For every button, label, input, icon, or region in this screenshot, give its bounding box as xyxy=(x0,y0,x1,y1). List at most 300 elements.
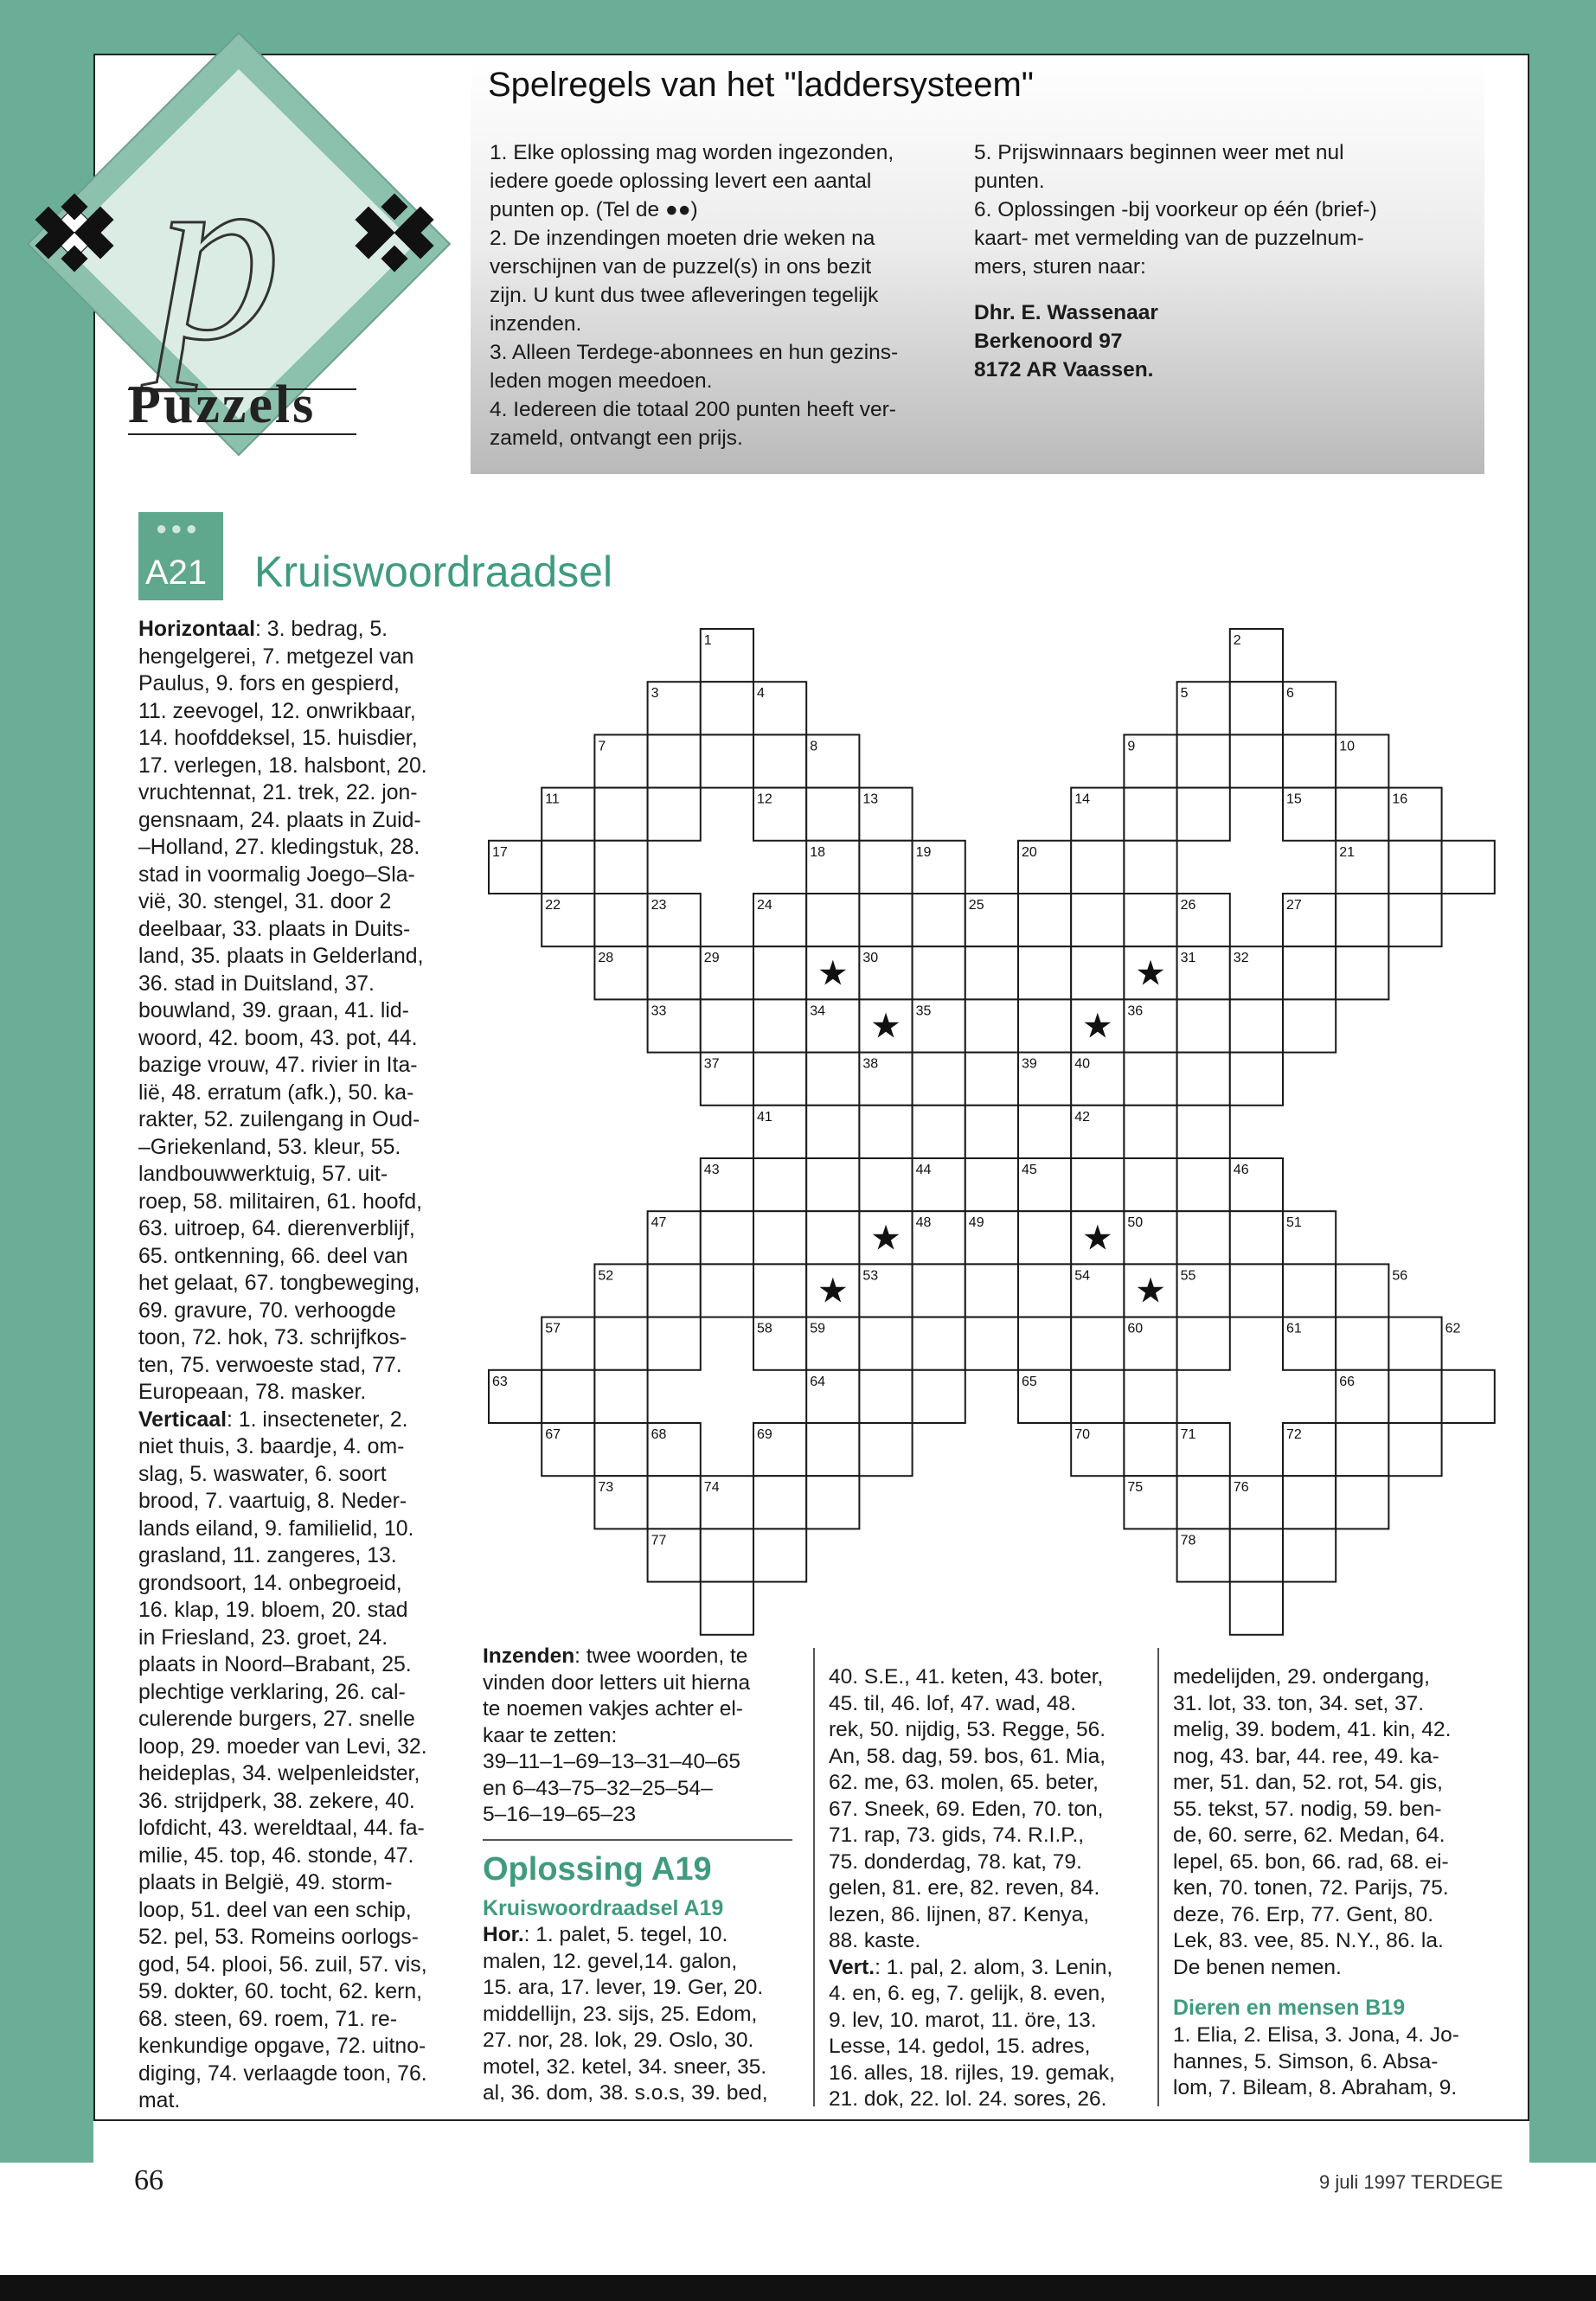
cell-number: 28 xyxy=(598,951,614,966)
cell-number: 30 xyxy=(862,951,879,966)
clue-line: niet thuis, 3. baardje, 4. om- xyxy=(138,1435,405,1458)
clue-line: Paulus, 9. fors en gespierd, xyxy=(138,672,400,695)
clue-line: bazige vrouw, 47. rivier in Ita- xyxy=(138,1054,418,1077)
solution-line: 71. rap, 73. gids, 74. R.I.P., xyxy=(829,1823,1085,1847)
section-name: Puzzels xyxy=(128,375,317,434)
page-number: 66 xyxy=(134,2164,163,2196)
cell-number: 4 xyxy=(757,686,765,702)
cell-number: 78 xyxy=(1180,1533,1196,1548)
cell-number: 49 xyxy=(968,1215,984,1231)
cell-number: 23 xyxy=(651,898,667,913)
solution-line: lepel, 65. bon, 66. rad, 68. ei- xyxy=(1173,1849,1449,1874)
solution-line: gelen, 81. ere, 82. reven, 84. xyxy=(829,1876,1100,1900)
clue-line: diging, 74. verlaagde toon, 76. xyxy=(138,2061,427,2086)
clue-line: gensnaam, 24. plaats in Zuid- xyxy=(138,808,421,832)
grid-cell[interactable] xyxy=(965,1053,1018,1106)
grid-cell[interactable] xyxy=(594,1370,647,1423)
clue-line: 68. steen, 69. roem, 71. re- xyxy=(138,2007,398,2031)
star-icon: ★ xyxy=(817,1271,849,1311)
grid-cell[interactable] xyxy=(701,1264,753,1317)
cell-number: 50 xyxy=(1127,1215,1144,1231)
clue-line: bouwland, 39. graan, 41. lid- xyxy=(138,999,409,1022)
grid-cell[interactable] xyxy=(701,1582,753,1635)
grid-cell[interactable] xyxy=(913,1317,965,1370)
solution-heading: Oplossing A19 xyxy=(483,1851,712,1888)
grid-cell[interactable] xyxy=(594,894,647,946)
cell-number: 75 xyxy=(1127,1480,1144,1496)
submit-line: vinden door letters uit hierna xyxy=(483,1670,751,1695)
grid-cell[interactable] xyxy=(701,1529,753,1581)
grid-cell[interactable] xyxy=(1177,999,1230,1052)
cell-number: 42 xyxy=(1074,1109,1090,1125)
grid-cell[interactable] xyxy=(1124,894,1176,946)
clue-line: –Griekenland, 53. kleur, 55. xyxy=(138,1135,401,1159)
cell-number: 36 xyxy=(1127,1003,1144,1019)
grid-cell[interactable] xyxy=(859,1106,912,1158)
cell-number: 57 xyxy=(545,1321,561,1336)
rule-line: 1. Elke oplossing mag worden ingezonden, xyxy=(490,141,894,164)
rule-line: kaart- met vermelding van de puzzelnum- xyxy=(974,227,1364,250)
star-icon: ★ xyxy=(1081,1006,1113,1047)
rule-line: zameld, ontvangt een prijs. xyxy=(490,426,743,450)
grid-cell[interactable] xyxy=(753,946,806,999)
grid-cell[interactable] xyxy=(1336,1264,1388,1317)
cell-number: 10 xyxy=(1339,739,1355,754)
grid-cell[interactable] xyxy=(1336,1423,1388,1476)
grid-cell[interactable] xyxy=(1124,1370,1176,1423)
grid-cell[interactable] xyxy=(859,1317,912,1370)
grid-cell[interactable] xyxy=(648,788,701,841)
clue-line: 65. ontkenning, 66. deel van xyxy=(138,1244,408,1268)
rule-line: inzenden. xyxy=(490,312,582,336)
grid-cell[interactable] xyxy=(701,999,753,1052)
cell-number: 34 xyxy=(810,1003,825,1019)
grid-cell[interactable] xyxy=(1018,894,1071,946)
grid-cell[interactable] xyxy=(1388,1317,1441,1370)
clue-line: lofdicht, 43. wereldtaal, 44. fa- xyxy=(138,1817,425,1840)
clue-line: 59. dokter, 60. tocht, 62. kern, xyxy=(138,1980,423,2003)
cell-number: 67 xyxy=(545,1427,561,1442)
rule-line: verschijnen van de puzzel(s) in ons bezit xyxy=(490,255,872,279)
grid-cell[interactable] xyxy=(1177,1317,1230,1370)
solution-column-1 xyxy=(483,1922,803,2107)
grid-cell[interactable] xyxy=(806,1106,859,1158)
submit-line: 39–11–1–69–13–31–40–65 xyxy=(483,1750,740,1773)
cell-number: 25 xyxy=(968,898,984,913)
solution-line: medelijden, 29. ondergang, xyxy=(1173,1665,1430,1689)
solution-line: 62. me, 63. molen, 65. beter, xyxy=(829,1771,1099,1794)
grid-cell[interactable] xyxy=(594,1317,647,1370)
cell-number: 62 xyxy=(1445,1321,1461,1336)
cell-number: 71 xyxy=(1180,1427,1196,1442)
clue-line: stad in voormalig Joego–Sla- xyxy=(138,862,415,887)
grid-cell[interactable] xyxy=(965,999,1018,1052)
grid-cell[interactable] xyxy=(1124,1423,1176,1476)
grid-cell[interactable] xyxy=(1018,999,1071,1052)
cell-number: 47 xyxy=(651,1215,667,1231)
clue-line: Europeaan, 78. masker. xyxy=(138,1381,367,1404)
grid-cell[interactable] xyxy=(913,1370,965,1423)
clue-line: culerende burgers, 27. snelle xyxy=(138,1708,415,1731)
solution-line: al, 36. dom, 38. s.o.s, 39. bed, xyxy=(483,2081,768,2105)
grid-cell[interactable] xyxy=(1124,1053,1176,1106)
rule-line: zijn. U kunt dus twee afleveringen tegelijk xyxy=(490,284,879,307)
grid-cell[interactable] xyxy=(1230,1053,1283,1106)
cell-number: 61 xyxy=(1286,1321,1302,1336)
solution-column-2 xyxy=(829,1664,1149,2113)
grid-cell[interactable] xyxy=(1230,1211,1283,1264)
clue-line: plaats in Noord–Brabant, 25. xyxy=(138,1653,412,1676)
clue-line: heideplas, 34. welpenleidster, xyxy=(138,1762,420,1785)
clue-line: het gelaat, 67. tongbeweging, xyxy=(138,1272,420,1295)
clue-line: 14. hoofddeksel, 15. huisdier, xyxy=(138,727,418,750)
rule-line: 3. Alleen Terdege-abonnees en hun gezins- xyxy=(490,341,899,364)
grid-cell[interactable] xyxy=(806,894,859,946)
grid-cell[interactable] xyxy=(1442,841,1495,894)
cell-number: 44 xyxy=(915,1163,932,1177)
cell-number: 17 xyxy=(492,844,508,860)
clue-line: in Friesland, 23. groet, 24. xyxy=(138,1625,388,1650)
cell-number: 3 xyxy=(651,686,659,702)
puzzle-code: A21 xyxy=(145,554,208,592)
grid-cell[interactable] xyxy=(859,1423,912,1476)
rules-title: Spelregels van het "laddersysteem" xyxy=(488,66,1034,104)
solution-line: middellijn, 23. sijs, 25. Edom, xyxy=(483,2002,758,2026)
grid-cell[interactable] xyxy=(542,841,594,894)
cell-number: 7 xyxy=(598,739,606,754)
clue-line: vië, 30. stengel, 31. door 2 xyxy=(138,890,392,913)
grid-cell[interactable] xyxy=(1071,1317,1124,1370)
grid-cell[interactable] xyxy=(753,1158,806,1211)
grid-cell[interactable] xyxy=(1071,894,1124,946)
cell-number: 1 xyxy=(703,633,712,648)
clue-line: land, 35. plaats in Gelderland, xyxy=(138,945,424,968)
rule-line: 4. Iedereen die totaal 200 punten heeft ver- xyxy=(490,398,896,421)
solution-line: 88. kaste. xyxy=(829,1929,921,1952)
submit-line: te noemen vakjes achter el- xyxy=(483,1697,743,1721)
grid-cell[interactable] xyxy=(1388,841,1441,894)
cell-number: 72 xyxy=(1286,1427,1302,1442)
grid-cell[interactable] xyxy=(1230,682,1283,734)
clue-line: kenkundige opgave, 72. uitno- xyxy=(138,2035,426,2058)
grid-cell[interactable] xyxy=(965,1158,1018,1211)
grid-cell[interactable] xyxy=(1018,946,1071,999)
clue-line: hengelgerei, 7. metgezel van xyxy=(138,644,414,669)
grid-cell[interactable] xyxy=(648,734,701,787)
grid-cell[interactable] xyxy=(806,1211,859,1264)
cell-number: 64 xyxy=(810,1374,825,1389)
grid-cell[interactable] xyxy=(859,841,912,894)
grid-cell[interactable] xyxy=(701,1211,753,1264)
cell-number: 19 xyxy=(915,844,932,860)
solution-line: lezen, 86. lijnen, 87. Kenya, xyxy=(829,1902,1090,1926)
cell-number: 8 xyxy=(810,739,818,754)
grid-cell[interactable] xyxy=(1283,1264,1336,1317)
grid-cell[interactable] xyxy=(594,788,647,841)
rule-line: 5. Prijswinnaars beginnen weer met nul xyxy=(974,141,1344,164)
cell-number: 22 xyxy=(545,898,561,913)
grid-cell[interactable] xyxy=(753,1476,806,1529)
cell-number: 73 xyxy=(598,1480,614,1496)
grid-cell[interactable] xyxy=(753,1053,806,1106)
grid-cell[interactable] xyxy=(1230,1529,1283,1581)
solution-line: An, 58. dag, 59. bos, 61. Mia, xyxy=(829,1744,1106,1768)
column-rule xyxy=(1157,1648,1159,2106)
clue-line: Horizontaal: 3. bedrag, 5. xyxy=(138,618,388,641)
clue-line: lië, 48. erratum (afk.), 50. ka- xyxy=(138,1080,414,1105)
grid-cell[interactable] xyxy=(701,734,753,787)
solution-line: lom, 7. Bileam, 8. Abraham, 9. xyxy=(1173,2076,1458,2099)
grid-cell[interactable] xyxy=(913,1106,965,1158)
grid-cell[interactable] xyxy=(648,1476,701,1529)
cell-number: 54 xyxy=(1074,1268,1090,1284)
grid-cell[interactable] xyxy=(1336,894,1388,946)
solution-line: De benen nemen. xyxy=(1173,1955,1342,1979)
cell-number: 37 xyxy=(703,1056,720,1072)
grid-cell[interactable] xyxy=(1071,841,1124,894)
grid-cell[interactable] xyxy=(1336,1476,1388,1529)
grid-cell[interactable] xyxy=(859,1370,912,1423)
grid-cell[interactable] xyxy=(1124,841,1176,894)
grid-cell[interactable] xyxy=(1177,734,1230,787)
clue-line: rakter, 52. zuilengang in Oud- xyxy=(138,1108,420,1131)
grid-cell[interactable] xyxy=(1230,734,1283,787)
solution-line: 9. lev, 10. marot, 11. öre, 13. xyxy=(829,2008,1097,2032)
grid-cell[interactable] xyxy=(806,1158,859,1211)
grid-cell[interactable] xyxy=(648,946,701,999)
b19-heading: Dieren en mensen B19 xyxy=(1173,1996,1406,2020)
cell-number: 11 xyxy=(545,792,560,807)
grid-cell[interactable] xyxy=(1018,1264,1071,1317)
cell-number: 38 xyxy=(862,1056,879,1072)
cell-number: 63 xyxy=(492,1374,508,1389)
solution-line: 55. tekst, 57. nodig, 59. ben- xyxy=(1173,1797,1442,1821)
clue-line: 17. verlegen, 18. halsbont, 20. xyxy=(138,753,427,778)
grid-cell[interactable] xyxy=(913,1264,965,1317)
clue-line: plaats in België, 49. storm- xyxy=(138,1871,393,1894)
clue-line: landbouwwerktuig, 57. uit- xyxy=(138,1163,388,1186)
grid-cell[interactable] xyxy=(1177,788,1230,841)
cell-number: 12 xyxy=(757,792,772,807)
clue-line: woord, 42. boom, 43. pot, 44. xyxy=(138,1026,418,1050)
grid-cell[interactable] xyxy=(1283,1529,1336,1581)
star-icon: ★ xyxy=(1135,953,1166,994)
cell-number: 31 xyxy=(1180,951,1196,966)
grid-cell[interactable] xyxy=(1071,1158,1124,1211)
solution-line: ken, 70. tonen, 72. Parijs, 75. xyxy=(1173,1876,1449,1900)
grid-cell[interactable] xyxy=(1336,946,1388,999)
clue-line: deelbaar, 33. plaats in Duits- xyxy=(138,917,411,941)
grid-cell[interactable] xyxy=(594,841,647,894)
grid-cell[interactable] xyxy=(965,1317,1018,1370)
grid-cell[interactable] xyxy=(1230,999,1283,1052)
grid-cell[interactable] xyxy=(1388,1370,1441,1423)
cell-number: 6 xyxy=(1286,686,1294,702)
issue-date: 9 juli 1997 TERDEGE xyxy=(1319,2171,1503,2193)
solution-line: motel, 32. ketel, 34. sneer, 35. xyxy=(483,2054,767,2079)
solution-line: Lek, 83. vee, 85. N.Y., 86. la. xyxy=(1173,1929,1444,1952)
cell-number: 16 xyxy=(1392,792,1408,807)
grid-cell[interactable] xyxy=(806,1423,859,1476)
clue-line: grondsoort, 14. onbegroeid, xyxy=(138,1571,402,1595)
cell-number: 45 xyxy=(1022,1163,1037,1177)
rule-line: iedere goede oplossing levert een aantal xyxy=(490,170,872,193)
grid-cell[interactable] xyxy=(1177,1476,1230,1529)
grid-cell[interactable] xyxy=(1018,1211,1071,1264)
clue-line: god, 54. plooi, 56. zuil, 57. vis, xyxy=(138,1952,427,1977)
solution-line: 67. Sneek, 69. Eden, 70. ton, xyxy=(829,1797,1104,1821)
grid-cell[interactable] xyxy=(701,682,753,734)
grid-cell[interactable] xyxy=(806,1476,859,1529)
grid-cell[interactable] xyxy=(965,1264,1018,1317)
grid-cell[interactable] xyxy=(753,999,806,1052)
grid-cell[interactable] xyxy=(1124,788,1176,841)
grid-cell[interactable] xyxy=(1177,1158,1230,1211)
grid-cell[interactable] xyxy=(913,946,965,999)
cell-number: 76 xyxy=(1233,1480,1249,1496)
cell-number: 18 xyxy=(810,844,825,860)
solution-line: rek, 50. nijdig, 53. Regge, 56. xyxy=(829,1718,1106,1741)
submit-line: kaar te zetten: xyxy=(483,1723,618,1747)
grid-cell[interactable] xyxy=(542,1370,594,1423)
grid-cell[interactable] xyxy=(1177,1106,1230,1158)
grid-cell[interactable] xyxy=(965,1106,1018,1158)
rule-line: 6. Oplossingen -bij voorkeur op één (brief-) xyxy=(974,198,1377,221)
grid-cell[interactable] xyxy=(648,1264,701,1317)
clue-line: –Holland, 27. kledingstuk, 28. xyxy=(138,836,420,859)
grid-cell[interactable] xyxy=(1071,1370,1124,1423)
rule-line: 2. De inzendingen moeten drie weken na xyxy=(490,227,875,250)
grid-cell[interactable] xyxy=(1283,1476,1336,1529)
cell-number: 20 xyxy=(1022,844,1037,860)
grid-cell[interactable] xyxy=(1283,999,1336,1052)
grid-cell[interactable] xyxy=(648,1317,701,1370)
clue-line: ten, 75. verwoeste stad, 77. xyxy=(138,1353,402,1377)
solution-line: 15. ara, 17. lever, 19. Ger, 20. xyxy=(483,1976,764,1999)
grid-cell[interactable] xyxy=(1336,1317,1388,1370)
star-icon: ★ xyxy=(1081,1218,1113,1259)
cell-number: 58 xyxy=(757,1321,772,1336)
clue-line: roep, 58. militairen, 61. hoofd, xyxy=(138,1189,423,1214)
cell-number: 77 xyxy=(651,1533,667,1548)
grid-cell[interactable] xyxy=(1018,1317,1071,1370)
grid-cell[interactable] xyxy=(1388,894,1441,946)
solution-line: melig, 39. bodem, 41. kin, 42. xyxy=(1173,1718,1452,1741)
grid-cell[interactable] xyxy=(1388,1423,1441,1476)
solution-line: Vert.: 1. pal, 2. alom, 3. Lenin, xyxy=(829,1955,1113,1979)
rule-line: leden mogen meedoen. xyxy=(490,369,713,393)
solution-line: 40. S.E., 41. keten, 43. boter, xyxy=(829,1665,1104,1689)
cell-number: 69 xyxy=(757,1427,772,1442)
grid-cell[interactable] xyxy=(753,1264,806,1317)
grid-cell[interactable] xyxy=(1230,1264,1283,1317)
clue-line: 63. uitroep, 64. dierenverblijf, xyxy=(138,1217,415,1240)
cell-number: 53 xyxy=(862,1268,879,1284)
clue-line: Verticaal: 1. insecteneter, 2. xyxy=(138,1407,408,1432)
cell-number: 55 xyxy=(1180,1268,1196,1284)
solution-line: deze, 76. Erp, 77. Gent, 80. xyxy=(1173,1902,1433,1926)
rule-line: punten op. (Tel de ●●) xyxy=(490,198,698,221)
solution-line: 21. dok, 22. lol. 24. sores, 26. xyxy=(829,2087,1107,2111)
star-icon: ★ xyxy=(817,953,849,994)
grid-cell[interactable] xyxy=(965,946,1018,999)
rule-line: mers, sturen naar: xyxy=(974,255,1146,279)
rule-line: punten. xyxy=(974,170,1045,193)
logo-letter: p xyxy=(156,114,281,392)
grid-cell[interactable] xyxy=(1283,946,1336,999)
grid-cell[interactable] xyxy=(1230,1582,1283,1635)
grid-cell[interactable] xyxy=(806,1053,859,1106)
cell-number: 41 xyxy=(757,1109,772,1125)
clue-line: milie, 45. top, 46. stonde, 47. xyxy=(138,1843,414,1868)
clue-line: lands eiland, 9. familielid, 10. xyxy=(138,1516,414,1541)
grid-cell[interactable] xyxy=(1442,1370,1495,1423)
grid-cell[interactable] xyxy=(1336,788,1388,841)
clue-line: loop, 29. moeder van Levi, 32. xyxy=(138,1734,427,1759)
cell-number: 27 xyxy=(1286,898,1302,913)
cell-number: 2 xyxy=(1233,633,1241,648)
grid-cell[interactable] xyxy=(859,1158,912,1211)
grid-cell[interactable] xyxy=(913,894,965,946)
grid-cell[interactable] xyxy=(753,734,806,787)
grid-cell[interactable] xyxy=(753,1211,806,1264)
grid-cell[interactable] xyxy=(913,1053,965,1106)
address-line: 8172 AR Vaassen. xyxy=(974,358,1154,381)
solution-line: Lesse, 14. gedol, 15. adres, xyxy=(829,2035,1091,2058)
cell-number: 5 xyxy=(1180,686,1189,702)
divider xyxy=(483,1839,792,1841)
grid-cell[interactable] xyxy=(594,1423,647,1476)
cell-number: 13 xyxy=(862,792,879,807)
submit-line: en 6–43–75–32–25–54– xyxy=(483,1776,713,1800)
clue-line: plechtige verklaring, 26. cal- xyxy=(138,1680,406,1704)
grid-cell[interactable] xyxy=(1177,1211,1230,1264)
solution-line: 27. nor, 28. lok, 29. Oslo, 30. xyxy=(483,2029,754,2052)
solution-line: malen, 12. gevel,14. galon, xyxy=(483,1949,738,1973)
cell-number: 40 xyxy=(1074,1056,1090,1072)
solution-line: 1. Elia, 2. Elisa, 3. Jona, 4. Jo- xyxy=(1173,2023,1459,2047)
grid-cell[interactable] xyxy=(806,788,859,841)
cell-number: 26 xyxy=(1180,898,1196,913)
cell-number: 51 xyxy=(1286,1215,1302,1231)
clue-line: grasland, 11. zangeres, 13. xyxy=(138,1544,397,1567)
solution-line: Hor.: 1. palet, 5. tegel, 10. xyxy=(483,1923,728,1946)
cell-number: 32 xyxy=(1233,951,1249,966)
submit-line: 5–16–19–65–23 xyxy=(483,1803,637,1826)
cell-number: 29 xyxy=(703,951,720,966)
clue-line: 52. pel, 53. Romeins oorlogs- xyxy=(138,1926,419,1949)
solution-line: hannes, 5. Simson, 6. Absa- xyxy=(1173,2049,1439,2073)
cell-number: 60 xyxy=(1127,1321,1144,1336)
grid-cell[interactable] xyxy=(1124,1106,1176,1158)
grid-cell[interactable] xyxy=(1071,946,1124,999)
column-rule xyxy=(813,1648,815,2106)
grid-cell[interactable] xyxy=(859,894,912,946)
grid-cell[interactable] xyxy=(1124,1158,1176,1211)
cell-number: 70 xyxy=(1074,1427,1090,1442)
solution-subheading: Kruiswoordraadsel A19 xyxy=(483,1896,724,1920)
solution-line: nog, 43. bar, 44. ree, 49. ka- xyxy=(1173,1744,1439,1768)
difficulty-dots: ●●● xyxy=(156,517,201,539)
clue-line: 69. gravure, 70. verhoogde xyxy=(138,1298,396,1323)
grid-cell[interactable] xyxy=(1018,1106,1071,1158)
grid-cell[interactable] xyxy=(1283,734,1336,787)
grid-cell[interactable] xyxy=(1177,1053,1230,1106)
grid-cell[interactable] xyxy=(753,1529,806,1581)
star-icon: ★ xyxy=(870,1006,901,1047)
clue-line: 36. strijdperk, 38. zekere, 40. xyxy=(138,1789,415,1813)
star-icon: ★ xyxy=(1135,1271,1166,1311)
